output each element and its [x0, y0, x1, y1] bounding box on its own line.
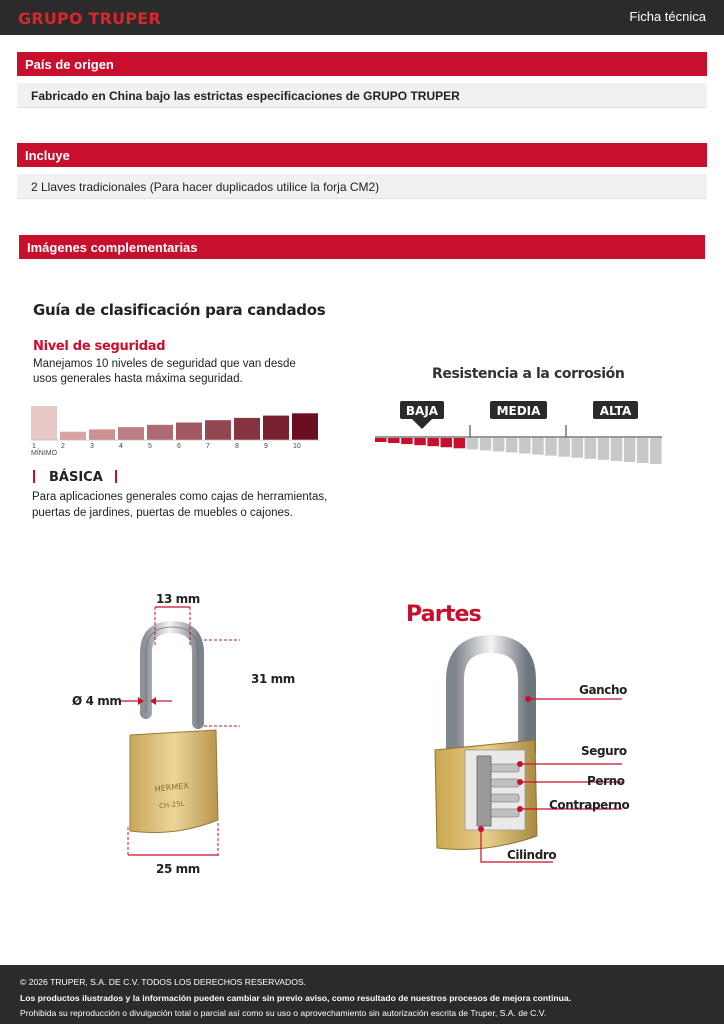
security-level-tick-label: 3 [90, 443, 94, 450]
logo-text: GRUPO TRUPER [18, 9, 161, 28]
svg-text:HERMEX: HERMEX [154, 781, 190, 794]
corrosion-level-media [490, 401, 547, 419]
corrosion-bar [414, 438, 426, 445]
level-name [33, 470, 117, 485]
level-name-text: BÁSICA [49, 470, 103, 485]
corrosion-bar [624, 438, 636, 462]
level-name-bar-right [115, 470, 117, 483]
security-level-bar [263, 416, 289, 440]
top-bar [0, 0, 724, 35]
shackle-height-label: 31 mm [251, 672, 295, 686]
images-header: Imágenes complementarias [19, 235, 705, 259]
guide-title: Guía de clasificación para candados [33, 301, 326, 319]
truper-logo [18, 9, 161, 28]
shackle-diameter-label: Ø 4 mm [72, 694, 122, 708]
security-level-title: Nivel de seguridad [33, 339, 166, 354]
part-label-cilindro: Cilindro [507, 848, 557, 862]
security-level-bar [89, 429, 115, 440]
security-level-bar [147, 425, 173, 440]
part-label-contraperno: Contraperno [549, 798, 630, 812]
security-level-bar [176, 423, 202, 441]
security-level-bar [292, 413, 318, 440]
corrosion-bar [545, 438, 557, 456]
corrosion-level-baja [400, 401, 444, 429]
body-width-label: 25 mm [156, 862, 200, 876]
corrosion-bar [467, 438, 479, 449]
corrosion-bar [585, 438, 597, 459]
corrosion-label-baja: BAJA [405, 404, 439, 418]
security-level-tick-label: 6 [177, 443, 181, 450]
document-type: Ficha técnica [629, 9, 706, 24]
corrosion-bar [506, 438, 518, 453]
corrosion-bar [650, 438, 662, 464]
footer [0, 965, 724, 1024]
security-level-scale [28, 400, 324, 452]
security-level-tick-label: 10 [293, 443, 301, 450]
minimum-label: MÍNIMO [31, 450, 58, 457]
level-description: Para aplicaciones generales como cajas de herramientas, puertas de jardines, puertas de muebles o cajones. [32, 491, 328, 519]
corrosion-bar [558, 438, 570, 457]
origin-header: País de origen [17, 52, 707, 76]
corrosion-label-alta: ALTA [599, 404, 632, 418]
security-level-bar [31, 406, 57, 440]
security-level-tick-label: 9 [264, 443, 268, 450]
corrosion-bar [454, 438, 466, 448]
security-level-bar [118, 427, 144, 440]
corrosion-bar [532, 438, 544, 455]
security-level-description: Manejamos 10 niveles de seguridad que van desde usos generales hasta máxima seguridad. [33, 358, 296, 385]
corrosion-bar [519, 438, 531, 454]
part-label-gancho: Gancho [579, 683, 627, 697]
footer-copyright: © 2026 TRUPER, S.A. DE C.V. TODOS LOS DERECHOS RESERVADOS. [20, 977, 307, 987]
corrosion-bar [441, 438, 453, 447]
security-level-bar [205, 420, 231, 440]
security-level-bar [60, 432, 86, 440]
footer-notice: Los productos ilustrados y la información pueden cambiar sin previo aviso, como resultado de nuestros procesos de mejora continua. [20, 992, 572, 1003]
corrosion-bar [427, 438, 439, 446]
shackle-width-label: 13 mm [156, 592, 200, 606]
footer-prohibition: Prohibida su reproducción o divulgación total o parcial así como su uso o aprovechamiento sin autorización escrita de Truper, S.A. de C.V. [20, 1008, 547, 1018]
corrosion-level-alta [593, 401, 638, 419]
corrosion-bar [611, 438, 623, 461]
security-level-tick-label: 2 [61, 443, 65, 450]
corrosion-bar [572, 438, 584, 458]
corrosion-bar [598, 438, 610, 460]
svg-text:CH-25L: CH-25L [158, 799, 185, 811]
security-level-tick-label: 7 [206, 443, 210, 450]
corrosion-bar [493, 438, 505, 451]
corrosion-bar [388, 438, 400, 443]
includes-header: Incluye [17, 143, 707, 167]
corrosion-bar [375, 438, 387, 442]
corrosion-bar [480, 438, 492, 450]
security-level-tick-label: 5 [148, 443, 152, 450]
security-level-bar [234, 418, 260, 440]
part-label-seguro: Seguro [581, 744, 627, 758]
security-level-tick-label: 4 [119, 443, 123, 450]
parts-title: Partes [406, 602, 481, 627]
corrosion-scale [372, 398, 664, 468]
corrosion-bar [401, 438, 413, 444]
corrosion-bar [637, 438, 649, 463]
corrosion-label-media: MEDIA [496, 404, 541, 418]
corrosion-title: Resistencia a la corrosión [432, 366, 625, 382]
includes-text: 2 Llaves tradicionales (Para hacer duplicados utilice la forja CM2) [17, 174, 707, 199]
origin-text: Fabricado en China bajo las estrictas especificaciones de GRUPO TRUPER [17, 83, 707, 108]
security-level-tick-label: 1 [32, 443, 36, 450]
level-name-bar-left [33, 470, 35, 483]
part-label-perno: Perno [587, 774, 625, 788]
padlock-dimensions-illustration [60, 585, 240, 885]
security-level-tick-label: 8 [235, 443, 239, 450]
